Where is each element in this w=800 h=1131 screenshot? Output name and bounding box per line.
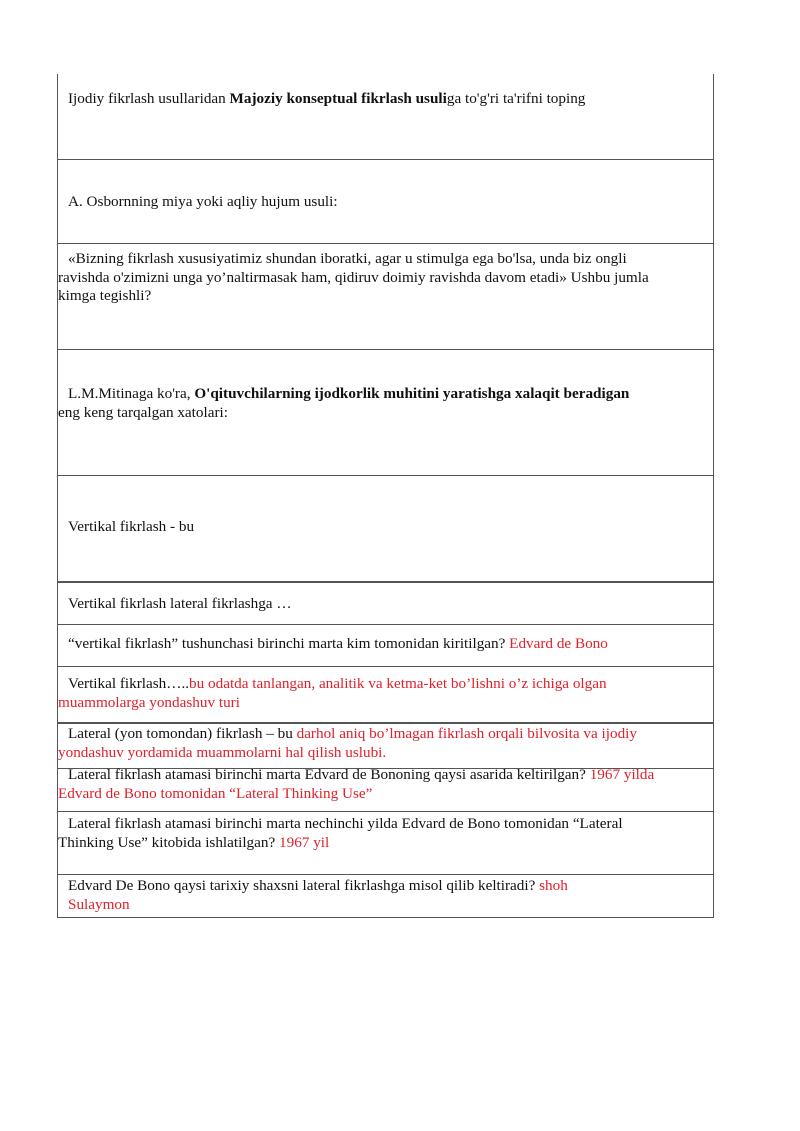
table-row [57, 350, 714, 476]
table-row [57, 667, 714, 723]
question-text: Ijodiy fikrlash usullaridan Majoziy konseptual fikrlash usuliga to'g'ri ta'rifni toping [68, 90, 586, 107]
question-text: Vertikal fikrlash - bu [68, 518, 195, 535]
question-text: Vertikal fikrlash lateral fikrlashga … [68, 595, 292, 612]
question-text: Lateral (yon tomondan) fikrlash – bu darhol aniq bo’lmagan fikrlash orqali bilvosita va ijodiy yondashuv yordamida muammolarni hal qilish uslubi. [58, 725, 683, 762]
answer-text: darhol aniq bo’lmagan fikrlash orqali bilvosita va ijodiy [296, 725, 637, 742]
table-row [57, 812, 714, 875]
question-text: Vertikal fikrlash…..bu odatda tanlangan, analitik va ketma-ket bo’lishni o’z ichiga olgan muammolarga yondashuv turi [58, 675, 683, 712]
table-row [57, 160, 714, 244]
question-text: Edvard De Bono qaysi tarixiy shaxsni lateral fikrlashga misol qilib keltiradi? shoh Sulaymon [68, 877, 568, 913]
table-row [57, 723, 714, 769]
answer-text: shoh [539, 877, 568, 894]
question-text: «Bizning fikrlash xususiyatimiz shundan iboratki, agar u stimulga ega bo'lsa, unda biz ongli ravishda o'zimizni unga yo’naltirmasak ham, qidiruv doimiy ravishda davom etadi» Ushbu jumla kimga tegishli? [58, 250, 649, 304]
table-row [57, 582, 714, 625]
answer-text: 1967 yilda [589, 766, 655, 783]
answer-text: Sulaymon [68, 895, 130, 913]
table-row [57, 74, 714, 160]
question-text: “vertikal fikrlash” tushunchasi birinchi marta kim tomonidan kiritilgan? Edvard de Bono [68, 635, 608, 652]
table-row [57, 244, 714, 350]
table-row [57, 476, 714, 582]
answer-text: bu odatda tanlangan, analitik va ketma-ket bo’lishni o’z ichiga olgan [189, 675, 607, 692]
question-text: Lateral fikrlash atamasi birinchi marta Edvard de Bononing qaysi asarida keltirilgan? 1967 yilda Edvard de Bono tomonidan “Lateral Thinking Use” [58, 766, 683, 803]
question-text: A. Osbornning miya yoki aqliy hujum usuli: [68, 193, 338, 210]
answer-text: muammolarga yondashuv turi [58, 693, 240, 711]
answer-text: Edvard de Bono [509, 635, 608, 652]
answer-text: 1967 yil [279, 833, 330, 851]
question-text: L.M.Mitinaga ko'ra, O'qituvchilarning ijodkorlik muhitini yaratishga xalaqit beradigan eng keng tarqalgan xatolari: [58, 385, 630, 421]
table-row [57, 875, 714, 918]
answer-text: yondashuv yordamida muammolarni hal qilish uslubi. [58, 743, 387, 761]
answer-text: Edvard de Bono tomonidan “Lateral Thinking Use” [58, 784, 373, 802]
question-text: Lateral fikrlash atamasi birinchi marta nechinchi yilda Edvard de Bono tomonidan “Lateral Thinking Use” kitobida ishlatilgan? 1967 yil [58, 815, 623, 851]
table-row [57, 766, 714, 812]
table-row [57, 625, 714, 667]
